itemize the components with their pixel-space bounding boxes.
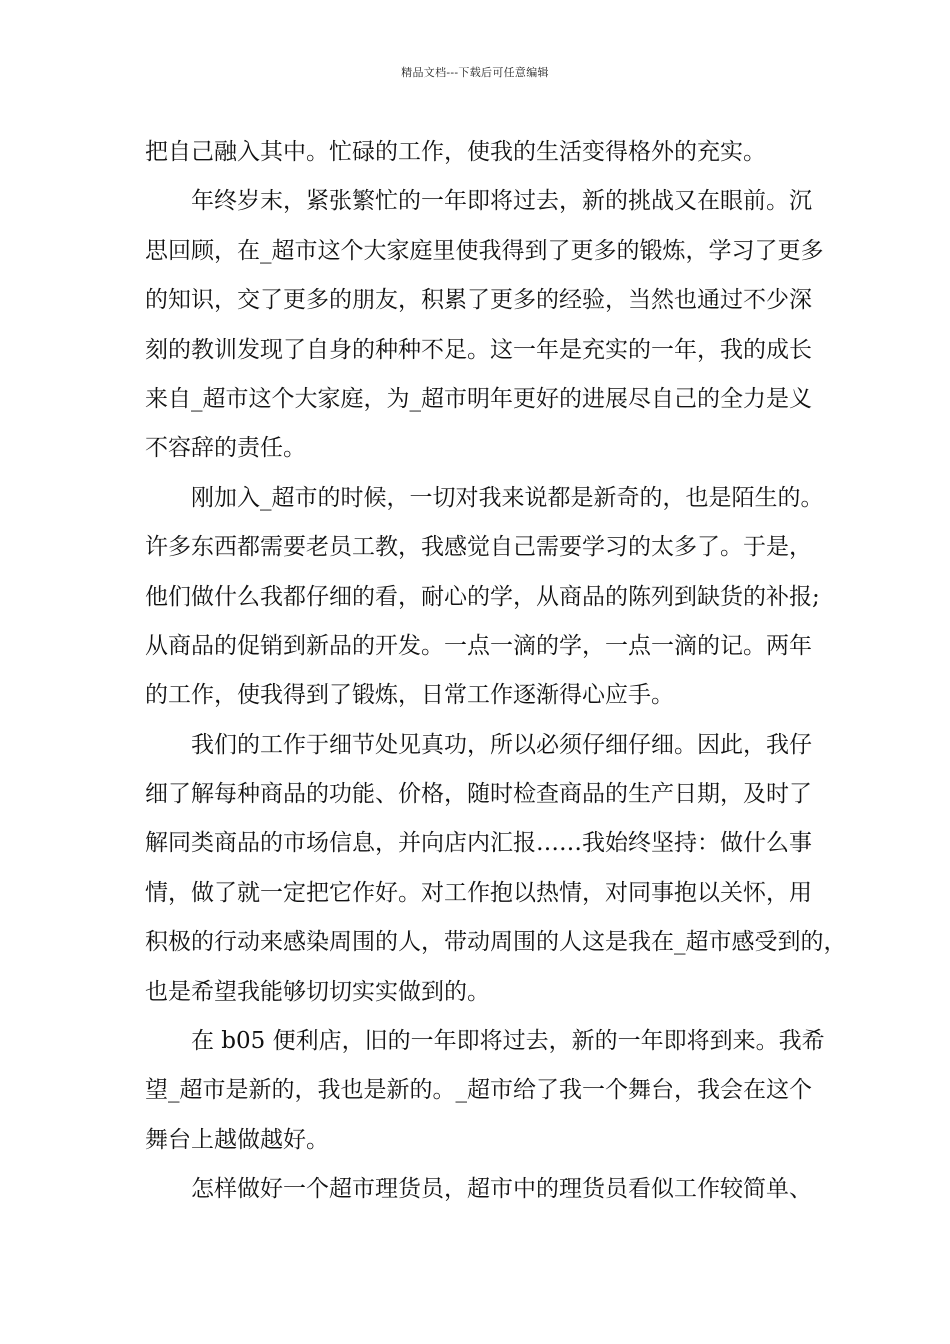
body-line: 思回顾，在_超市这个大家庭里使我得到了更多的锻炼，学习了更多: [145, 237, 824, 264]
body-line: 细了解每种商品的功能、价格，随时检查商品的生产日期，及时了: [145, 781, 812, 808]
page-header: 精品文档---下载后可任意编辑: [401, 66, 549, 79]
paragraph-start-line: 怎样做好一个超市理货员，超市中的理货员看似工作较简单、: [191, 1176, 812, 1203]
document-body: [145, 128, 847, 1215]
paragraph-start-line: 我们的工作于细节处见真功，所以必须仔细仔细。因此，我仔: [191, 731, 812, 758]
body-line: 不容辞的责任。: [145, 435, 306, 462]
body-line: 的工作，使我得到了锻炼，日常工作逐渐得心应手。: [145, 682, 674, 709]
body-line: 舞台上越做越好。: [145, 1126, 329, 1153]
body-line: 他们做什么我都仔细的看，耐心的学，从商品的陈列到缺货的补报;: [145, 583, 820, 610]
body-line: 从商品的促销到新品的开发。一点一滴的学，一点一滴的记。两年: [145, 632, 812, 659]
body-line: 积极的行动来感染周围的人，带动周围的人这是我在_超市感受到的，: [145, 929, 847, 956]
body-line: 来自_超市这个大家庭，为_超市明年更好的进展尽自己的全力是义: [145, 385, 812, 412]
body-line: 情，做了就一定把它作好。对工作抱以热情，对同事抱以关怀，用: [145, 879, 812, 906]
body-line: 也是希望我能够切切实实做到的。: [145, 978, 490, 1005]
paragraph-start-line: 年终岁末，紧张繁忙的一年即将过去，新的挑战又在眼前。沉: [191, 188, 812, 215]
body-line: 把自己融入其中。忙碌的工作，使我的生活变得格外的充实。: [145, 139, 766, 165]
paragraph-start-line: 在 b05 便利店，旧的一年即将过去，新的一年即将到来。我希: [191, 1028, 825, 1055]
body-line: 刻的教训发现了自身的种种不足。这一年是充实的一年，我的成长: [145, 336, 812, 363]
body-line: 许多东西都需要老员工教，我感觉自己需要学习的太多了。于是，: [145, 534, 812, 561]
body-line: 解同类商品的市场信息，并向店内汇报……我始终坚持：做什么事: [145, 830, 812, 857]
body-line: 望_超市是新的，我也是新的。_超市给了我一个舞台，我会在这个: [145, 1077, 812, 1104]
paragraph-start-line: 刚加入_超市的时候，一切对我来说都是新奇的，也是陌生的。: [191, 484, 824, 511]
body-line: 的知识，交了更多的朋友，积累了更多的经验，当然也通过不少深: [145, 287, 812, 314]
